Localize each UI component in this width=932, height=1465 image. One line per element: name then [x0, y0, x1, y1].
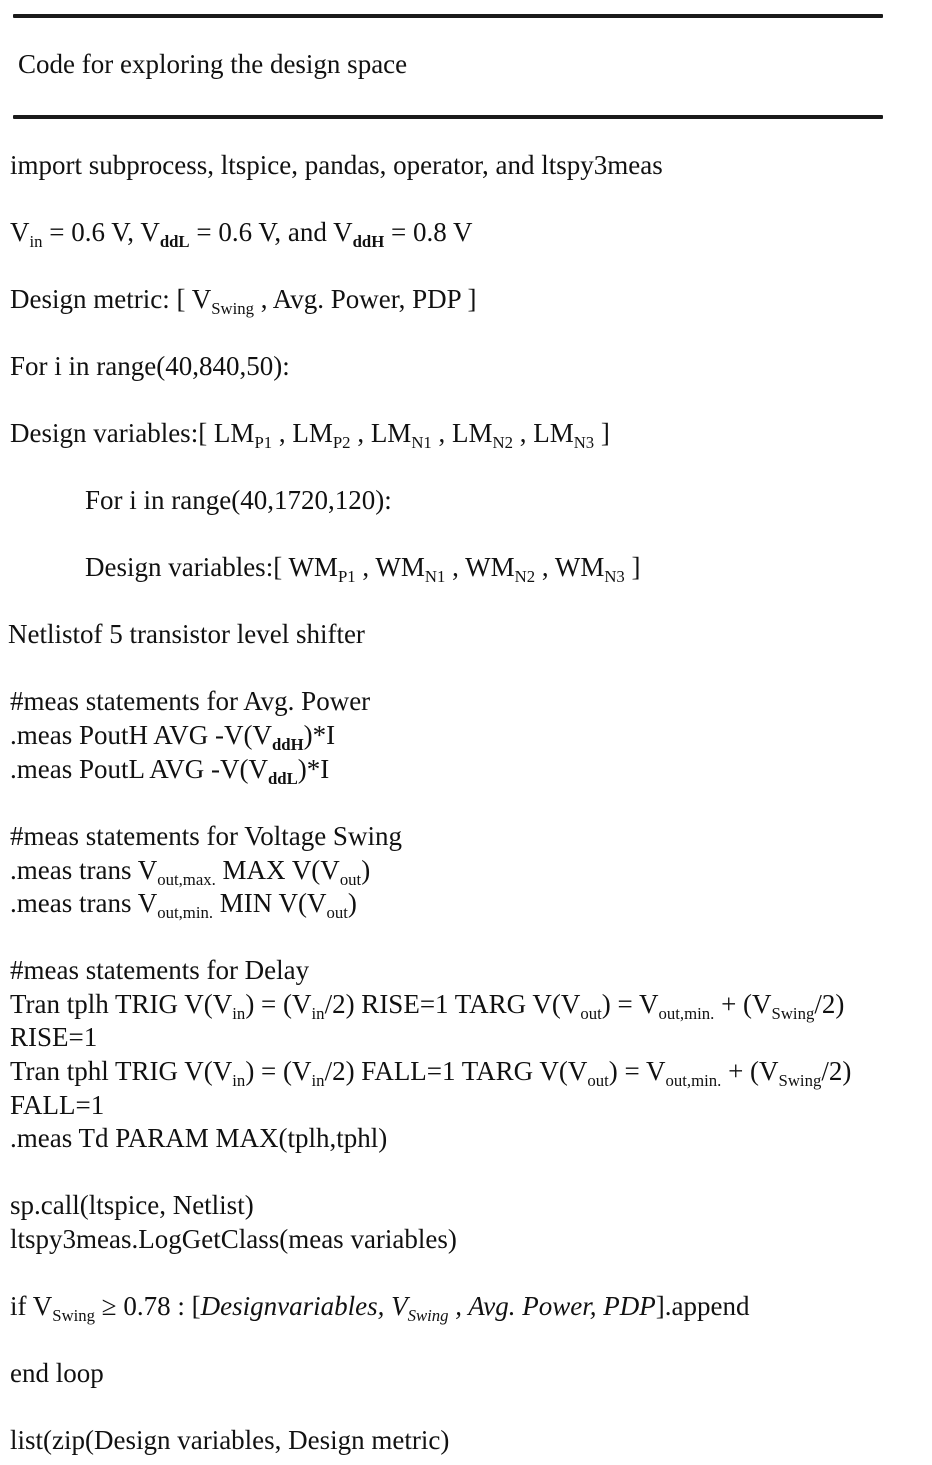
- delay-comment: #meas statements for Delay: [10, 955, 310, 985]
- subscript-ddl: ddL: [159, 231, 190, 251]
- design-metric-line: Design metric: [ $V_{Swing}$ , Avg. Power, PDP ]: [10, 284, 477, 318]
- subscript-in: in: [29, 231, 43, 251]
- page-title: Code for exploring the design space: [18, 49, 408, 79]
- sp-call-line: sp.call(ltspice, Netlist): [10, 1190, 254, 1220]
- tphl-line: Tran tphl TRIG $V(V_{in}) = (V_{in}/2)$ FALL=1 TARG $V(V_{out}) = V_{out,min.} + (V_{Swing}/2)$: [10, 1056, 852, 1090]
- appended-list: Designvariables, $V_{Swing}$ , Avg. Power, PDP: [200, 1291, 656, 1325]
- end-loop-line: end loop: [10, 1358, 104, 1388]
- poutl-line: .meas PoutL AVG $-V(V_{ddL})*I$: [10, 754, 330, 788]
- subscript-ddh: ddH: [352, 231, 385, 251]
- vout-max-line: .meas trans $V_{out,max.}$ MAX $V(V_{out})$: [10, 855, 371, 889]
- v-symbol: V: [140, 217, 160, 247]
- td-line: .meas Td PARAM MAX(tplh,tphl): [10, 1123, 388, 1153]
- length-variables-line: Design variables:[ $LM_{P1}$ , $LM_{P2}$ , $LM_{N1}$ , $LM_{N2}$ , $LM_{N3}$ ]: [10, 418, 610, 452]
- condition-line: if $V_{Swing} \ge 0.78$ : [Designvariables, $V_{Swing}$ , Avg. Power, PDP].append: [10, 1291, 750, 1325]
- supply-voltages-line: [10, 215, 473, 249]
- title-rule: [13, 115, 883, 119]
- power-comment: #meas statements for Avg. Power: [10, 686, 371, 716]
- netlist-line: Netlistof 5 transistor level shifter: [8, 619, 365, 649]
- fall-line: FALL=1: [10, 1090, 105, 1120]
- top-rule: [13, 14, 883, 18]
- v-symbol: V: [333, 217, 353, 247]
- v-symbol: V: [10, 217, 30, 247]
- width-variables-line: Design variables:[ $WM_{P1}$ , $WM_{N1}$ , $WM_{N2}$ , $WM_{N3}$ ]: [85, 552, 641, 586]
- pouth-line: .meas PoutH AVG $-V(V_{ddH})*I$: [10, 720, 336, 754]
- swing-comment: #meas statements for Voltage Swing: [10, 821, 402, 851]
- zip-line: list(zip(Design variables, Design metric): [10, 1425, 450, 1455]
- vddh-value: = 0.8 V: [384, 217, 473, 247]
- subscript-swing: Swing: [211, 298, 254, 318]
- import-line: import subprocess, ltspice, pandas, operator, and ltspy3meas: [10, 150, 663, 180]
- vout-min-line: .meas trans $V_{out,min.}$ MIN $V(V_{out})$: [10, 888, 357, 922]
- rise-line: RISE=1: [10, 1022, 98, 1052]
- outer-loop-line: For i in range(40,840,50):: [10, 351, 290, 381]
- vddl-value: = 0.6 V, and: [189, 217, 334, 247]
- tplh-line: Tran tplh TRIG $V(V_{in}) = (V_{in}/2)$ RISE=1 TARG $V(V_{out}) = V_{out,min.} + (V_{Swing}/2)$: [10, 989, 845, 1023]
- vin-value: = 0.6 V,: [42, 217, 141, 247]
- logget-line: ltspy3meas.LogGetClass(meas variables): [10, 1224, 457, 1254]
- inner-loop-line: For i in range(40,1720,120):: [85, 485, 392, 515]
